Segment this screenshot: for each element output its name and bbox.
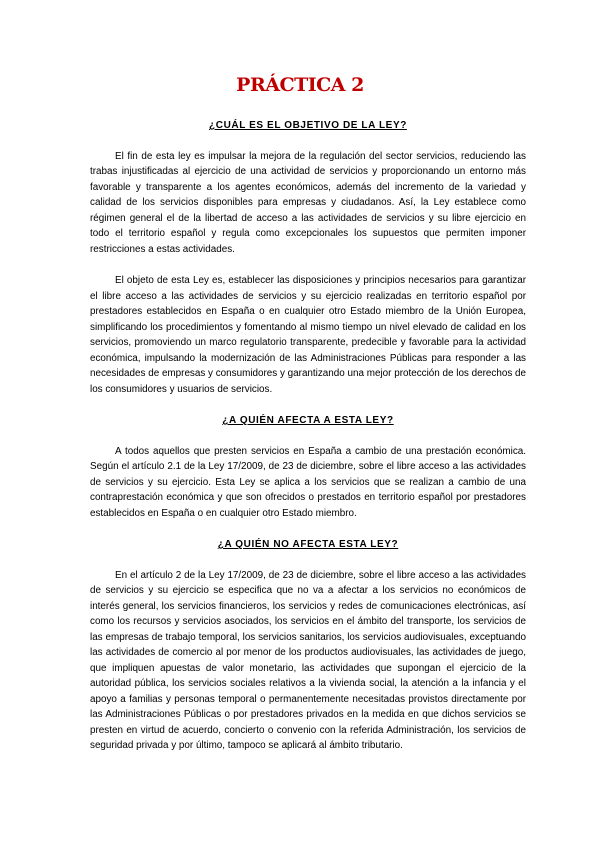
section-heading: ¿A QUIÉN NO AFECTA ESTA LEY? — [217, 539, 399, 550]
section-affected — [90, 413, 526, 521]
section-heading: ¿A QUIÉN AFECTA A ESTA LEY? — [222, 415, 394, 426]
section-heading: ¿CUÁL ES EL OBJETIVO DE LA LEY? — [209, 120, 407, 131]
paragraph: En el artículo 2 de la Ley 17/2009, de 23 de diciembre, sobre el libre acceso a las actividades de servicios y su ejercicio se especifica que no va a afectar a los servicios no económicos de interés general, los servicios financieros, los servicios y redes de comunicaciones electrónicas, así como los recursos y servicios asociados, los servicios en el ámbito del transporte, los servicios de las empresas de trabajo temporal, los servicios sanitarios, los servicios audiovisuales, exceptuando las actividades de comercio al por menor de los productos audiovisuales, las actividades de juego, que impliquen apuestas de valor monetario, las actividades que supongan el ejercicio de la autoridad pública, los servicios sociales relativos a la vivienda social, la atención a la infancia y el apoyo a familias y personas temporal o permanentemente necesitadas provistos directamente por las Administraciones Públicas o por prestadores privados en la medida en que dichos servicios se presten en virtud de acuerdo, concierto o convenio con la referida Administración, los servicios de seguridad privada y por último, tampoco se aplicará al ámbito tributario. — [90, 569, 526, 751]
page-title: PRÁCTICA 2 — [236, 74, 364, 96]
paragraph: A todos aquellos que presten servicios en España a cambio de una prestación económica. Según el artículo 2.1 de la Ley 17/2009, de 23 de diciembre, sobre el libre acceso a las actividades de servicios y su ejercicio. Esta Ley se aplica a los servicios que se realizan a cambio de una contraprestación económica y que son ofrecidos o prestados en territorio español por prestadores establecidos en España o en cualquier otro Estado miembro. — [90, 445, 526, 519]
paragraph: El fin de esta ley es impulsar la mejora de la regulación del sector servicios, reduciendo las trabas injustificadas al ejercicio de una actividad de servicios y proporcionando un entorno más favorable y transparente a los agentes económicos, además del incremento de la variedad y calidad de los servicios disponibles para empresas y ciudadanos. Así, la Ley establece como régimen general el de la libertad de acceso a las actividades de servicios y su libre ejercicio en todo el territorio español y regula como excepcionales los supuestos que permiten imponer restricciones a estas actividades. — [90, 150, 526, 255]
section-objective — [90, 118, 526, 397]
section-not-affected — [90, 537, 526, 754]
paragraph: El objeto de esta Ley es, establecer las disposiciones y principios necesarios para garantizar el libre acceso a las actividades de servicios y su ejercicio realizadas en territorio español por prestadores establecidos en España o en cualquier otro Estado miembro de la Unión Europea, simplificando los procedimientos y fomentando al mismo tiempo un nivel elevado de calidad en los servicios, promoviendo un marco regulatorio transparente, predecible y favorable para la actividad económica, impulsando la modernización de las Administraciones Públicas para responder a las necesidades de empresas y consumidores y garantizando una mejor protección de los derechos de los consumidores y usuarios de servicios. — [90, 275, 526, 395]
document-body — [90, 118, 526, 754]
